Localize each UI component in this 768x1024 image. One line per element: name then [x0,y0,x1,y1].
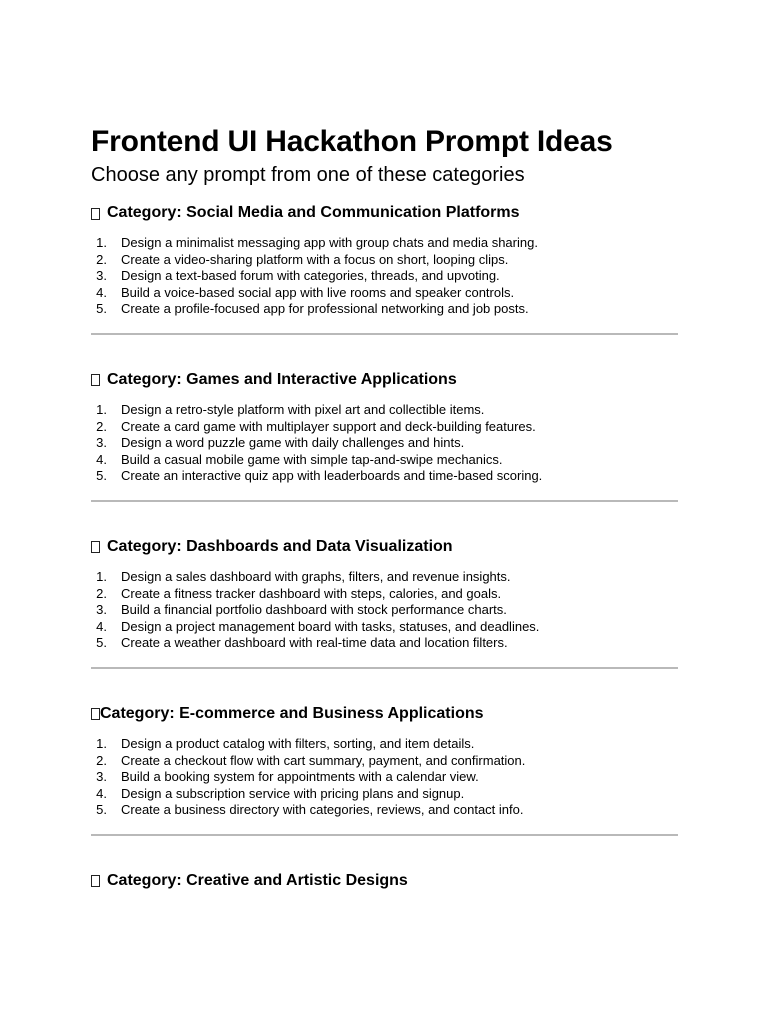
category-heading-text: Category: Creative and Artistic Designs [107,871,408,889]
category-heading [91,537,678,557]
list-item [91,753,678,770]
list-item-text: Design a product catalog with filters, sorting, and item details. [121,735,475,751]
missing-glyph-icon [91,208,100,220]
missing-glyph-icon [91,708,100,720]
list-item-number: 1. [96,235,107,250]
list-item-text: Create a card game with multiplayer support and deck-building features. [121,418,536,434]
document-title: Frontend UI Hackathon Prompt Ideas [91,125,613,158]
prompt-list [91,235,678,318]
list-item-number: 5. [96,635,107,651]
list-item [91,586,678,603]
category-section-social [91,203,678,335]
list-item-text: Design a sales dashboard with graphs, filters, and revenue insights. [121,568,511,584]
list-item-text: Create a weather dashboard with real-time data and location filters. [121,635,508,651]
category-heading [91,370,678,390]
list-item-text: Create an interactive quiz app with leaderboards and time-based scoring. [121,468,543,484]
list-item-text: Build a casual mobile game with simple tap-and-swipe mechanics. [121,451,503,467]
list-item [91,786,678,803]
list-item [91,569,678,586]
list-item [91,452,678,469]
list-item [91,285,678,302]
list-item [91,419,678,436]
list-item-text: Design a word puzzle game with daily challenges and hints. [121,435,465,451]
list-item-text: Design a project management board with tasks, statuses, and deadlines. [121,618,540,634]
section-divider [91,667,678,669]
list-item [91,252,678,269]
list-item-number: 1. [96,401,107,417]
list-item-number: 2. [96,251,107,267]
list-item-number: 4. [96,451,107,467]
section-divider [91,333,678,335]
list-item [91,769,678,786]
list-item-text: Build a voice-based social app with live rooms and speaker controls. [121,284,515,300]
category-section-creative [91,871,678,891]
list-item-number: 5. [96,468,107,484]
list-item-number: 5. [96,301,107,317]
list-item-number: 1. [96,735,107,751]
list-item-text: Build a booking system for appointments with a calendar view. [121,769,479,785]
list-item [91,301,678,318]
list-item-number: 2. [96,752,107,768]
list-item [91,736,678,753]
category-heading-text: Category: Dashboards and Data Visualization [107,537,453,555]
list-item-number: 2. [96,585,107,601]
list-item-number: 5. [96,802,107,818]
prompt-list [91,736,678,819]
list-item-text: Design a text-based forum with categories, threads, and upvoting. [121,268,500,284]
list-item-number: 4. [96,618,107,634]
list-item-number: 3. [96,268,107,284]
list-item-text: Build a financial portfolio dashboard with stock performance charts. [121,602,507,618]
list-item-text: Create a checkout flow with cart summary, payment, and confirmation. [121,752,526,768]
list-item-number: 2. [96,418,107,434]
list-item [91,402,678,419]
document-subtitle: Choose any prompt from one of these categories [91,164,525,186]
category-heading [91,871,678,891]
category-section-ecommerce [91,704,678,836]
section-divider [91,834,678,836]
missing-glyph-icon [91,374,100,386]
section-divider [91,500,678,502]
missing-glyph-icon [91,541,100,553]
category-heading-text: Category: E-commerce and Business Applications [100,704,484,722]
list-item-text: Create a video-sharing platform with a focus on short, looping clips. [121,251,509,267]
list-item-text: Design a minimalist messaging app with group chats and media sharing. [121,235,538,250]
list-item-text: Create a profile-focused app for professional networking and job posts. [121,301,529,317]
category-heading [91,704,678,724]
list-item-number: 3. [96,769,107,785]
list-item-text: Design a retro-style platform with pixel art and collectible items. [121,401,485,417]
list-item [91,435,678,452]
category-heading [91,203,678,223]
category-section-dashboards [91,537,678,669]
list-item [91,235,678,252]
list-item [91,619,678,636]
missing-glyph-icon [91,875,100,887]
list-item [91,602,678,619]
list-item-number: 3. [96,435,107,451]
category-heading-text: Category: Social Media and Communication Platforms [107,204,520,221]
list-item-text: Create a fitness tracker dashboard with steps, calories, and goals. [121,585,502,601]
list-item [91,635,678,652]
prompt-list [91,569,678,652]
list-item [91,802,678,819]
list-item-number: 1. [96,568,107,584]
list-item-number: 4. [96,785,107,801]
list-item-number: 3. [96,602,107,618]
prompt-list [91,402,678,485]
list-item-text: Design a subscription service with pricing plans and signup. [121,785,465,801]
list-item [91,268,678,285]
list-item-text: Create a business directory with categories, reviews, and contact info. [121,802,524,818]
list-item-number: 4. [96,284,107,300]
category-section-games [91,370,678,502]
category-heading-text: Category: Games and Interactive Applications [107,370,457,388]
list-item [91,468,678,485]
